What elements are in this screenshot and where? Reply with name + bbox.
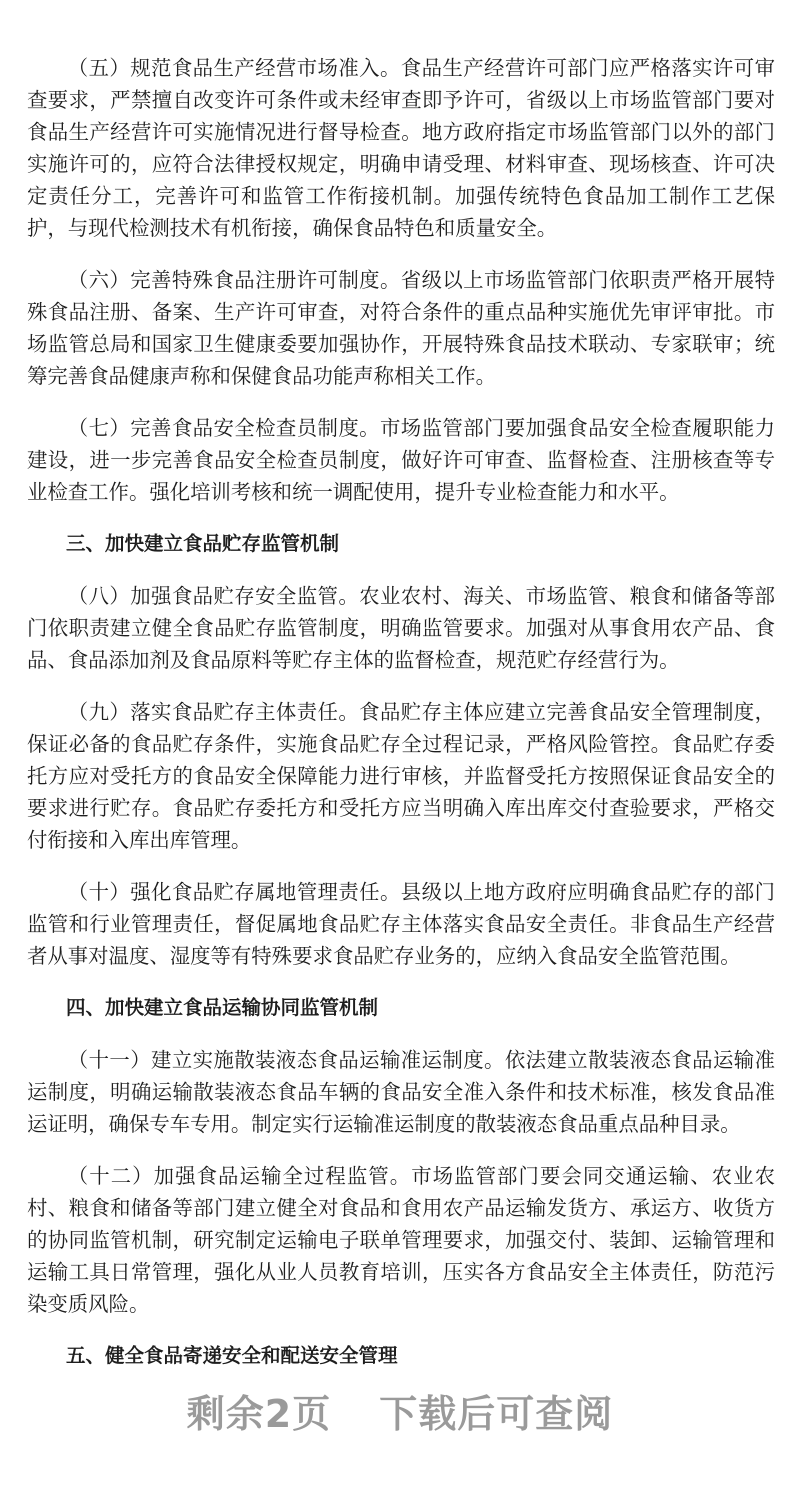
- paragraph: （十一）建立实施散装液态食品运输准运制度。依法建立散装液态食品运输准运制度，明确运输散装液态食品车辆的食品安全准入条件和技术标准，核发食品准运证明，确保专车专用。制定实行运输准运制度的散装液态食品重点品种目录。: [27, 1048, 775, 1136]
- paragraph: （六）完善特殊食品注册许可制度。省级以上市场监管部门依职责严格开展特殊食品注册、备案、生产许可审查，对符合条件的重点品种实施优先审评审批。市场监管总局和国家卫生健康委要加强协作，开展特殊食品技术联动、专家联审；统筹完善食品健康声称和保健食品功能声称相关工作。: [27, 268, 775, 388]
- paragraph: （十）强化食品贮存属地管理责任。县级以上地方政府应明确食品贮存的部门监管和行业管理责任，督促属地食品贮存主体落实食品安全责任。非食品生产经营者从事对温度、湿度等有特殊要求食品贮存业务的，应纳入食品安全监管范围。: [27, 880, 775, 968]
- paragraph: （七）完善食品安全检查员制度。市场监管部门要加强食品安全检查履职能力建设，进一步完善食品安全检查员制度，做好许可审查、监督检查、注册核查等专业检查工作。强化培训考核和统一调配使用，提升专业检查能力和水平。: [27, 416, 775, 504]
- paragraph: （五）规范食品生产经营市场准入。食品生产经营许可部门应严格落实许可审查要求，严禁擅自改变许可条件或未经审查即予许可，省级以上市场监管部门要对食品生产经营许可实施情况进行督导检查。地方政府指定市场监管部门以外的部门实施许可的，应符合法律授权规定，明确申请受理、材料审查、现场核查、许可决定责任分工，完善许可和监管工作衔接机制。加强传统特色食品加工制作工艺保护，与现代检测技术有机衔接，确保食品特色和质量安全。: [27, 56, 775, 240]
- section-heading: 五、健全食品寄递安全和配送安全管理: [66, 1344, 398, 1367]
- download-to-read-label: 下载后可查阅: [379, 1392, 614, 1436]
- remaining-pages-label: 剩余2页: [186, 1392, 332, 1436]
- paragraph: （九）落实食品贮存主体责任。食品贮存主体应建立完善食品安全管理制度，保证必备的食品贮存条件，实施食品贮存全过程记录，严格风险管控。食品贮存委托方应对受托方的食品安全保障能力进行审核，并监督受托方按照保证食品安全的要求进行贮存。食品贮存委托方和受托方应当明确入库出库交付查验要求，严格交付衔接和入库出库管理。: [27, 700, 775, 852]
- paragraph: （十二）加强食品运输全过程监管。市场监管部门要会同交通运输、农业农村、粮食和储备等部门建立健全对食品和食用农产品运输发货方、承运方、收货方的协同监管机制，研究制定运输电子联单管理要求，加强交付、装卸、运输管理和运输工具日常管理，强化从业人员教育培训，压实各方食品安全主体责任，防范污染变质风险。: [27, 1164, 775, 1316]
- paragraph: （八）加强食品贮存安全监管。农业农村、海关、市场监管、粮食和储备等部门依职责建立健全食品贮存监管制度，明确监管要求。加强对从事食用农产品、食品、食品添加剂及食品原料等贮存主体的监督检查，规范贮存经营行为。: [27, 584, 775, 672]
- section-heading: 三、加快建立食品贮存监管机制: [66, 532, 340, 555]
- download-prompt[interactable]: [0, 1383, 800, 1438]
- section-heading: 四、加快建立食品运输协同监管机制: [66, 996, 379, 1019]
- document-body: [27, 52, 775, 1392]
